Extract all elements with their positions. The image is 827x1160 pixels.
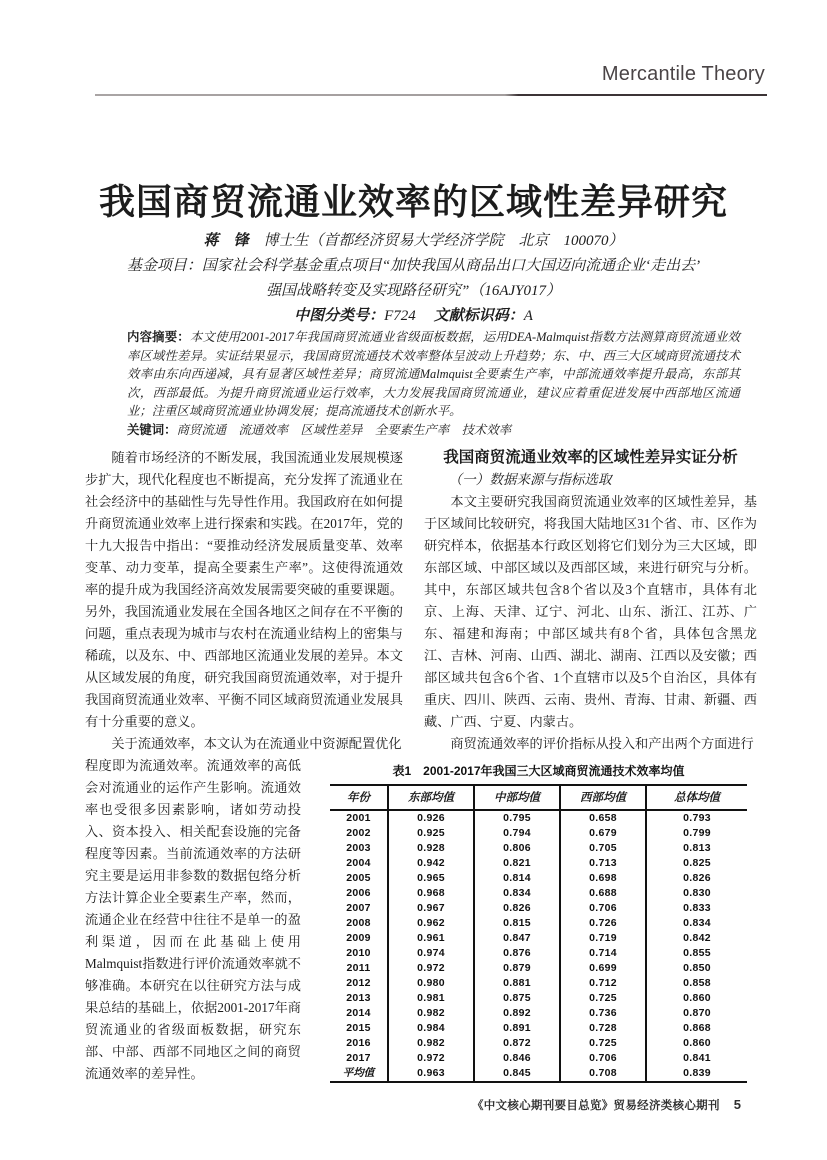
efficiency-paragraph-start: 关于流通效率，本文认为在流通业中资源配置优化 (111, 736, 402, 751)
value-cell: 0.814 (474, 871, 560, 886)
value-cell: 0.855 (646, 946, 747, 961)
keywords-label: 关键词： (127, 422, 177, 437)
table-row (330, 810, 747, 826)
journal-note: 《中文核心期刊要目总览》贸易经济类核心期刊 (471, 1100, 720, 1112)
row-label-cell: 2001 (346, 812, 371, 824)
value-cell: 0.980 (388, 976, 474, 991)
col-header-central: 中部均值 (474, 785, 560, 810)
value-cell: 0.870 (646, 1006, 747, 1021)
value-cell: 0.868 (646, 1021, 747, 1036)
col-header-year: 年份 (330, 785, 388, 810)
value-cell: 0.705 (560, 841, 646, 856)
value-cell: 0.981 (388, 991, 474, 1006)
page-number: 5 (733, 1097, 741, 1112)
table-row (330, 946, 747, 961)
value-cell: 0.963 (388, 1066, 474, 1082)
table-row (330, 961, 747, 976)
table-header-row (330, 785, 747, 810)
author-line (0, 229, 827, 254)
value-cell: 0.965 (388, 871, 474, 886)
value-cell: 0.728 (560, 1021, 646, 1036)
value-cell: 0.876 (474, 946, 560, 961)
row-label-cell: 2012 (346, 977, 371, 989)
value-cell: 0.962 (388, 916, 474, 931)
value-cell: 0.688 (560, 886, 646, 901)
value-cell: 0.972 (388, 961, 474, 976)
row-label-cell: 2015 (346, 1022, 371, 1034)
row-label-cell: 2007 (346, 902, 371, 914)
value-cell: 0.841 (646, 1051, 747, 1066)
table-row (330, 916, 747, 931)
value-cell: 0.968 (388, 886, 474, 901)
indicator-paragraph: 商贸流通效率的评价指标从投入和产出两个方面进行 (450, 736, 754, 751)
value-cell: 0.858 (646, 976, 747, 991)
value-cell: 0.982 (388, 1006, 474, 1021)
clc-value: F724 (384, 308, 416, 324)
value-cell: 0.826 (474, 901, 560, 916)
table-row (330, 976, 747, 991)
row-label-cell: 2002 (346, 827, 371, 839)
value-cell: 0.830 (646, 886, 747, 901)
col-header-overall: 总体均值 (646, 785, 747, 810)
table-row (330, 991, 747, 1006)
value-cell: 0.706 (560, 1051, 646, 1066)
table-row (330, 931, 747, 946)
clc-label: 中图分类号： (294, 308, 385, 324)
abstract-block (127, 328, 740, 440)
left-column-narrow (85, 755, 301, 1085)
value-cell: 0.719 (560, 931, 646, 946)
row-label-cell: 平均值 (342, 1068, 375, 1079)
value-cell: 0.860 (646, 1036, 747, 1051)
value-cell: 0.982 (388, 1036, 474, 1051)
value-cell: 0.706 (560, 901, 646, 916)
value-cell: 0.845 (474, 1066, 560, 1082)
doc-code-label: 文献标识码： (433, 308, 524, 324)
value-cell: 0.846 (474, 1051, 560, 1066)
clc-line (0, 304, 827, 329)
value-cell: 0.842 (646, 931, 747, 946)
table-row (330, 871, 747, 886)
row-label-cell: 2011 (346, 962, 371, 974)
value-cell: 0.974 (388, 946, 474, 961)
table-row (330, 826, 747, 841)
row-label-cell: 2005 (346, 872, 371, 884)
table1-title: 表1 2001-2017年我国三大区域商贸流通技术效率均值 (392, 764, 685, 778)
value-cell: 0.875 (474, 991, 560, 1006)
row-label-cell: 2010 (346, 947, 371, 959)
row-label-cell: 2008 (346, 917, 371, 929)
abstract-text: 本文使用2001-2017年我国商贸流通业省级面板数据，运用DEA-Malmquist指数方法测算商贸流通业效率区域性差异。实证结果显示，我国商贸流通技术效率整体呈波动上升趋势；东、中、西三大区域商贸流通技术效率由东向西递减，具有显著区域性差异；商贸流通Malmquist全要素生产率，中部流通效率提升最高，东部其次，西部最低。为提升商贸流通业运行效率，大力发展我国商贸流通业，建议应着重促进发展中西部地区流通业；注重区域商贸流通业协调发展；提高流通技术创新水平。 (127, 330, 741, 419)
author-affiliation: 博士生（首都经济贸易大学经济学院 北京 100070） (263, 233, 624, 249)
value-cell: 0.793 (646, 810, 747, 826)
value-cell: 0.795 (474, 810, 560, 826)
row-label-cell: 2013 (346, 992, 371, 1004)
value-cell: 0.658 (560, 810, 646, 826)
fund-line-1: 基金项目：国家社会科学基金重点项目“加快我国从商品出口大国迈向流通企业‘走出去’ (126, 258, 701, 274)
header-rule (95, 94, 767, 96)
doc-code-value: A (523, 308, 533, 324)
table-row (330, 856, 747, 871)
row-label-cell: 2004 (346, 857, 371, 869)
col-header-east: 东部均值 (388, 785, 474, 810)
section-heading: 我国商贸流通业效率的区域性差异实证分析 (443, 449, 738, 466)
value-cell: 0.726 (560, 916, 646, 931)
value-cell: 0.813 (646, 841, 747, 856)
keywords-text: 商贸流通 流通效率 区域性差异 全要素生产率 技术效率 (176, 422, 512, 437)
value-cell: 0.972 (388, 1051, 474, 1066)
efficiency-table (330, 784, 747, 1083)
row-label-cell: 2016 (346, 1037, 371, 1049)
table-row (330, 901, 747, 916)
table-row (330, 1021, 747, 1036)
value-cell: 0.892 (474, 1006, 560, 1021)
efficiency-paragraph-rest: 程度即为流通效率。流通效率的高低会对流通业的运作产生影响。流通效率也受很多因素影响，诸如劳动投入、资本投入、相关配套设施的完备程度等因素。当前流通效率的方法研究主要是运用非参数的数据包络分析方法计算企业全要素生产率，然而，流通企业在经营中往往不是单一的盈利渠道，因而在此基础上使用Malmquist指数进行评价流通效率就不够准确。本研究在以往研究方法与成果总结的基础上，依据2001-2017年商贸流通业的省级面板数据，研究东部、中部、西部不同地区之间的商贸流通效率的差异性。 (85, 758, 301, 1081)
fund-line-2: 强国战略转变及实现路径研究”（16AJY017） (265, 283, 561, 299)
table-row (330, 841, 747, 856)
value-cell: 0.879 (474, 961, 560, 976)
table-row (330, 1036, 747, 1051)
row-label-cell: 2009 (346, 932, 371, 944)
value-cell: 0.825 (646, 856, 747, 871)
journal-section-label: Mercantile Theory (601, 63, 765, 85)
value-cell: 0.847 (474, 931, 560, 946)
value-cell: 0.967 (388, 901, 474, 916)
section-subheading: （一）数据来源与指标选取 (448, 472, 612, 487)
value-cell: 0.806 (474, 841, 560, 856)
page-footer (472, 1097, 741, 1113)
value-cell: 0.925 (388, 826, 474, 841)
row-label-cell: 2003 (346, 842, 371, 854)
value-cell: 0.815 (474, 916, 560, 931)
table-row (330, 1051, 747, 1066)
keywords-paragraph (127, 421, 740, 440)
value-cell: 0.699 (560, 961, 646, 976)
article-title: 我国商贸流通业效率的区域性差异研究 (98, 182, 728, 223)
value-cell: 0.834 (646, 916, 747, 931)
intro-paragraph: 随着市场经济的不断发展，我国流通业发展规模逐步扩大，现代化程度也不断提高，充分发挥了流通业在社会经济中的基础性与先导性作用。我国政府在如何提升商贸流通业效率上进行探索和实践。在2017年，党的十九大报告中指出：“要推动经济发展质量变革、效率变革、动力变革，提高全要素生产率”。这使得流通效率的提升成为我国经济高效发展需要突破的重要课题。另外，我国流通业发展在全国各地区之间存在不平衡的问题，重点表现为城市与农村在流通业结构上的密集与稀疏，以及东、中、西部地区流通业发展的差异。本文从区域发展的角度，研究我国商贸流通效率，对于提升我国商贸流通业效率、平衡不同区域商贸流通业发展具有十分重要的意义。 (85, 450, 403, 729)
value-cell: 0.834 (474, 886, 560, 901)
value-cell: 0.961 (388, 931, 474, 946)
value-cell: 0.713 (560, 856, 646, 871)
row-label-cell: 2017 (346, 1052, 371, 1064)
row-label-cell: 2014 (346, 1007, 371, 1019)
table-row (330, 886, 747, 901)
value-cell: 0.942 (388, 856, 474, 871)
right-column (424, 447, 757, 755)
value-cell: 0.860 (646, 991, 747, 1006)
value-cell: 0.926 (388, 810, 474, 826)
value-cell: 0.714 (560, 946, 646, 961)
regions-paragraph: 本文主要研究我国商贸流通业效率的区域性差异，基于区域间比较研究，将我国大陆地区31个省、市、区作为研究样本，依据基本行政区划将它们划分为三大区域，即东部区域、中部区域以及西部区域，来进行研究与分析。其中，东部区域共包含8个省以及3个直辖市，具体有北京、上海、天津、辽宁、河北、山东、浙江、江苏、广东、福建和海南；中部区域共有8个省，具体包含黑龙江、吉林、河南、山西、湖北、湖南、江西以及安徽；西部区域共包含6个省、1个直辖市以及5个自治区，具体有重庆、四川、陕西、云南、贵州、青海、甘肃、新疆、西藏、广西、宁夏、内蒙古。 (424, 494, 757, 729)
efficiency-table-body (330, 810, 747, 1082)
table1-block (330, 762, 747, 1083)
table-row (330, 1066, 747, 1082)
value-cell: 0.826 (646, 871, 747, 886)
value-cell: 0.881 (474, 976, 560, 991)
author-name: 蒋 锋 (203, 233, 249, 249)
value-cell: 0.872 (474, 1036, 560, 1051)
value-cell: 0.821 (474, 856, 560, 871)
value-cell: 0.850 (646, 961, 747, 976)
value-cell: 0.984 (388, 1021, 474, 1036)
value-cell: 0.833 (646, 901, 747, 916)
value-cell: 0.708 (560, 1066, 646, 1082)
row-label-cell: 2006 (346, 887, 371, 899)
table-row (330, 1006, 747, 1021)
value-cell: 0.794 (474, 826, 560, 841)
value-cell: 0.928 (388, 841, 474, 856)
value-cell: 0.839 (646, 1066, 747, 1082)
abstract-paragraph (127, 328, 740, 421)
value-cell: 0.799 (646, 826, 747, 841)
value-cell: 0.725 (560, 1036, 646, 1051)
left-column-wide (85, 447, 403, 755)
value-cell: 0.736 (560, 1006, 646, 1021)
value-cell: 0.698 (560, 871, 646, 886)
value-cell: 0.712 (560, 976, 646, 991)
value-cell: 0.891 (474, 1021, 560, 1036)
byline-block (0, 229, 827, 329)
col-header-west: 西部均值 (560, 785, 646, 810)
value-cell: 0.679 (560, 826, 646, 841)
value-cell: 0.725 (560, 991, 646, 1006)
abstract-label: 内容摘要： (127, 330, 190, 344)
